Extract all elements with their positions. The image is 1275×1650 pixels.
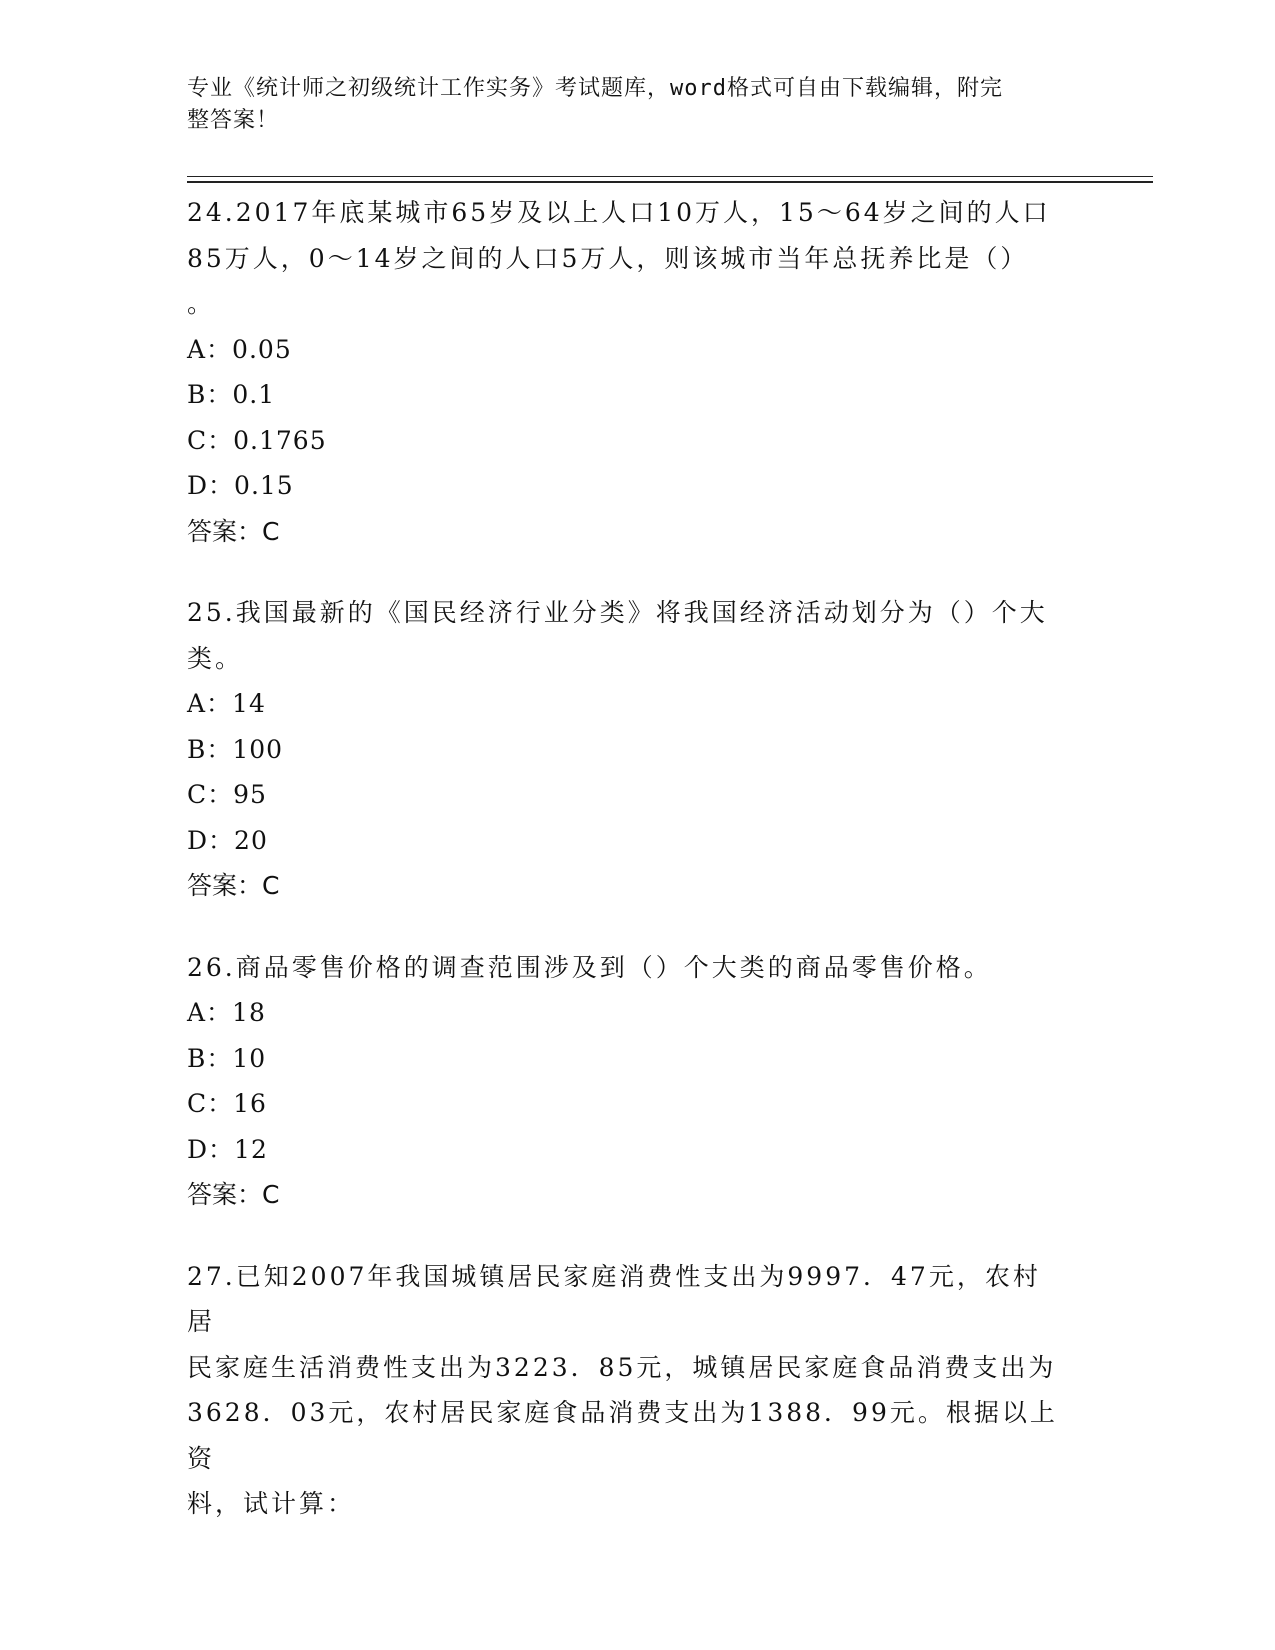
- document-header: [187, 73, 1067, 137]
- question-stem-line: 26.商品零售价格的调查范围涉及到（）个大类的商品零售价格。: [187, 952, 992, 982]
- header-divider-thin: [187, 176, 1153, 177]
- answer: 答案：C: [187, 871, 280, 900]
- header-line-1: 专业《统计师之初级统计工作实务》考试题库，word格式可自由下载编辑，附完: [187, 76, 1003, 101]
- question-24: [187, 190, 1067, 554]
- option-a: A：14: [187, 689, 266, 718]
- question-stem-line: 85万人，0～14岁之间的人口5万人，则该城市当年总抚养比是（）: [187, 243, 1029, 273]
- option-a: A：18: [187, 998, 266, 1027]
- question-25: [187, 590, 1067, 909]
- question-stem-line: 类。: [187, 643, 244, 673]
- option-c: C：16: [187, 1089, 267, 1118]
- question-stem-line: 25.我国最新的《国民经济行业分类》将我国经济活动划分为（）个大: [187, 598, 1048, 627]
- option-a: A：0.05: [187, 334, 292, 364]
- option-d: D：0.15: [187, 471, 294, 500]
- option-b: B：100: [187, 734, 284, 764]
- header-divider-thick: [187, 181, 1153, 183]
- option-b: B：0.1: [187, 380, 276, 409]
- question-stem-line: 料，试计算：: [187, 1489, 356, 1518]
- question-26: [187, 945, 1067, 1218]
- question-stem-line: 民家庭生活消费性支出为3223．85元，城镇居民家庭食品消费支出为: [187, 1352, 1057, 1382]
- answer: 答案：C: [187, 1180, 280, 1209]
- header-line-2: 整答案！: [187, 108, 280, 133]
- option-b: B：10: [187, 1043, 267, 1073]
- question-list: [187, 190, 1067, 1563]
- option-d: D：12: [187, 1134, 268, 1164]
- option-d: D：20: [187, 825, 268, 855]
- question-stem-line: 3628．03元，农村居民家庭食品消费支出为1388．99元。根据以上资: [187, 1398, 1058, 1473]
- option-c: C：95: [187, 780, 267, 809]
- question-stem-line: 。: [187, 289, 216, 318]
- option-c: C：0.1765: [187, 425, 327, 455]
- question-stem-line: 27.已知2007年我国城镇居民家庭消费性支出为9997．47元，农村居: [187, 1261, 1041, 1336]
- question-stem-line: 24.2017年底某城市65岁及以上人口10万人，15～64岁之间的人口: [187, 198, 1051, 227]
- answer: 答案：C: [187, 516, 280, 546]
- question-27: [187, 1254, 1067, 1527]
